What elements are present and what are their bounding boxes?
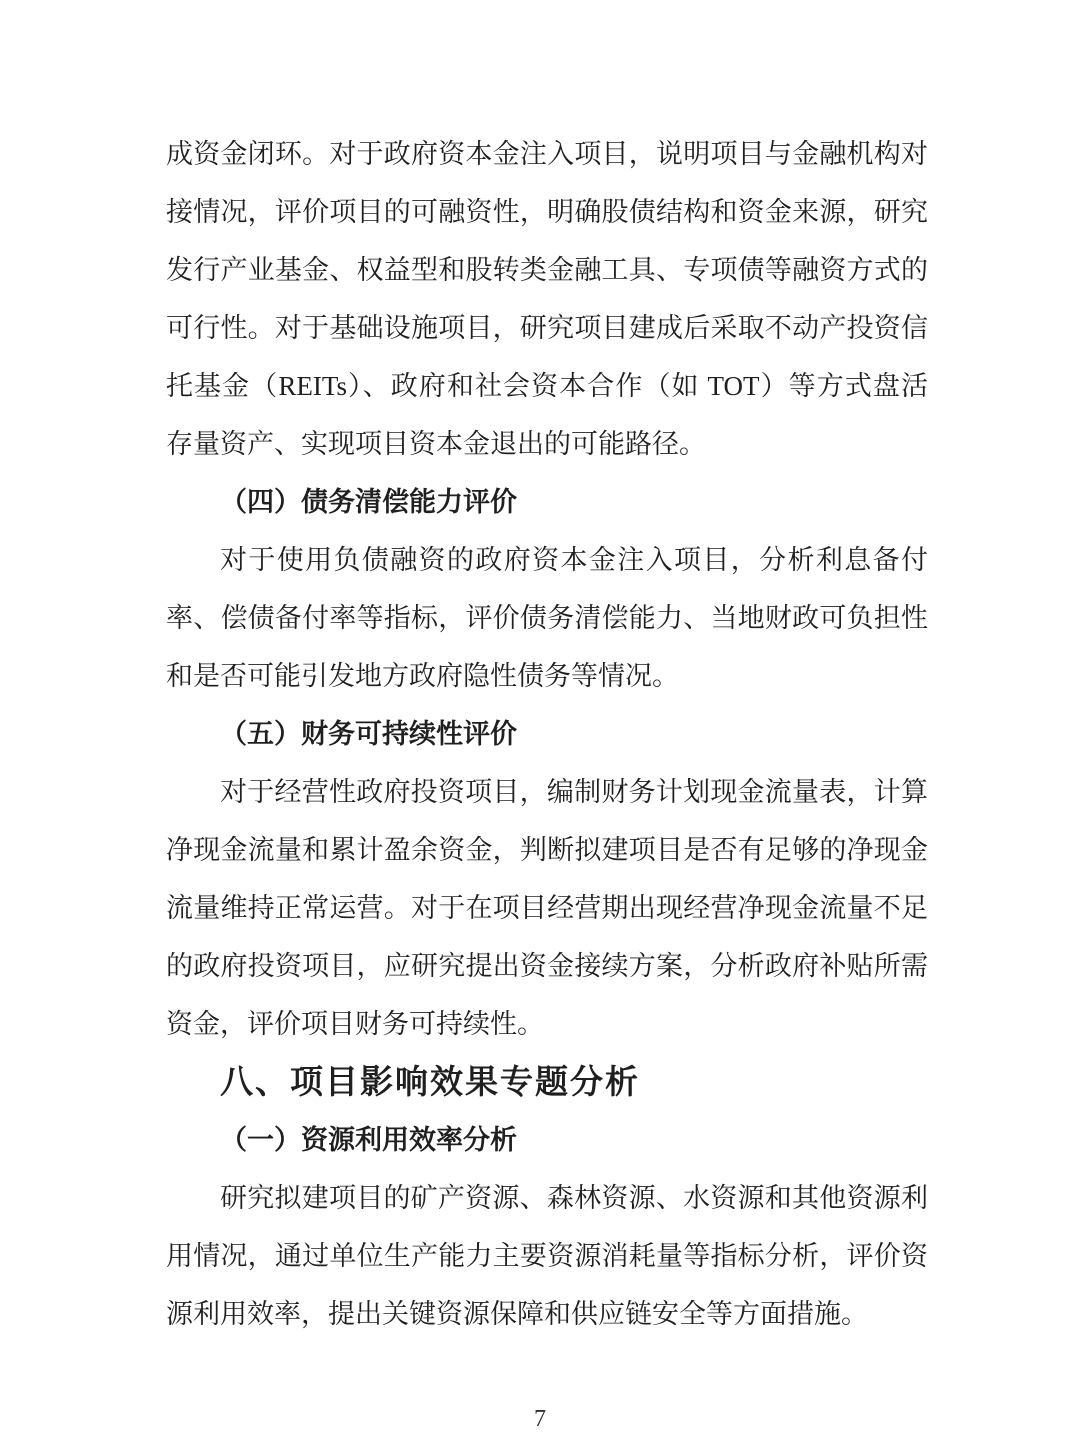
document-body — [166, 125, 928, 1343]
body-line: 托基金（REITs）、政府和社会资本合作（如 TOT）等方式盘活 — [166, 371, 928, 401]
body-line: 的政府投资项目，应研究提出资金接续方案，分析政府补贴所需 — [166, 951, 928, 981]
body-line: 接情况，评价项目的可融资性，明确股债结构和资金来源，研究 — [166, 197, 928, 227]
section-heading: （五）财务可持续性评价 — [220, 719, 517, 749]
body-line: 源利用效率，提出关键资源保障和供应链安全等方面措施。 — [166, 1299, 868, 1329]
body-line: 资金，评价项目财务可持续性。 — [166, 1009, 544, 1039]
chapter-heading: 八、项目影响效果专题分析 — [220, 1063, 640, 1100]
body-line: 可行性。对于基础设施项目，研究项目建成后采取不动产投资信 — [166, 313, 928, 343]
body-line: 对于经营性政府投资项目，编制财务计划现金流量表，计算 — [220, 777, 928, 807]
page-number: 7 — [534, 1406, 546, 1432]
body-line: 发行产业基金、权益型和股转类金融工具、专项债等融资方式的 — [166, 255, 928, 285]
body-line: 率、偿债备付率等指标，评价债务清偿能力、当地财政可负担性 — [166, 603, 928, 633]
body-line: 成资金闭环。对于政府资本金注入项目，说明项目与金融机构对 — [166, 139, 928, 169]
body-line: 和是否可能引发地方政府隐性债务等情况。 — [166, 661, 679, 691]
body-line: 存量资产、实现项目资本金退出的可能路径。 — [166, 429, 706, 459]
section-heading: （一）资源利用效率分析 — [220, 1125, 517, 1155]
body-line: 流量维持正常运营。对于在项目经营期出现经营净现金流量不足 — [166, 893, 928, 923]
section-heading: （四）债务清偿能力评价 — [220, 487, 517, 517]
body-line: 用情况，通过单位生产能力主要资源消耗量等指标分析，评价资 — [166, 1241, 928, 1271]
body-line: 净现金流量和累计盈余资金，判断拟建项目是否有足够的净现金 — [166, 835, 928, 865]
body-line: 对于使用负债融资的政府资本金注入项目，分析利息备付 — [220, 545, 928, 575]
body-line: 研究拟建项目的矿产资源、森林资源、水资源和其他资源利 — [220, 1183, 928, 1213]
